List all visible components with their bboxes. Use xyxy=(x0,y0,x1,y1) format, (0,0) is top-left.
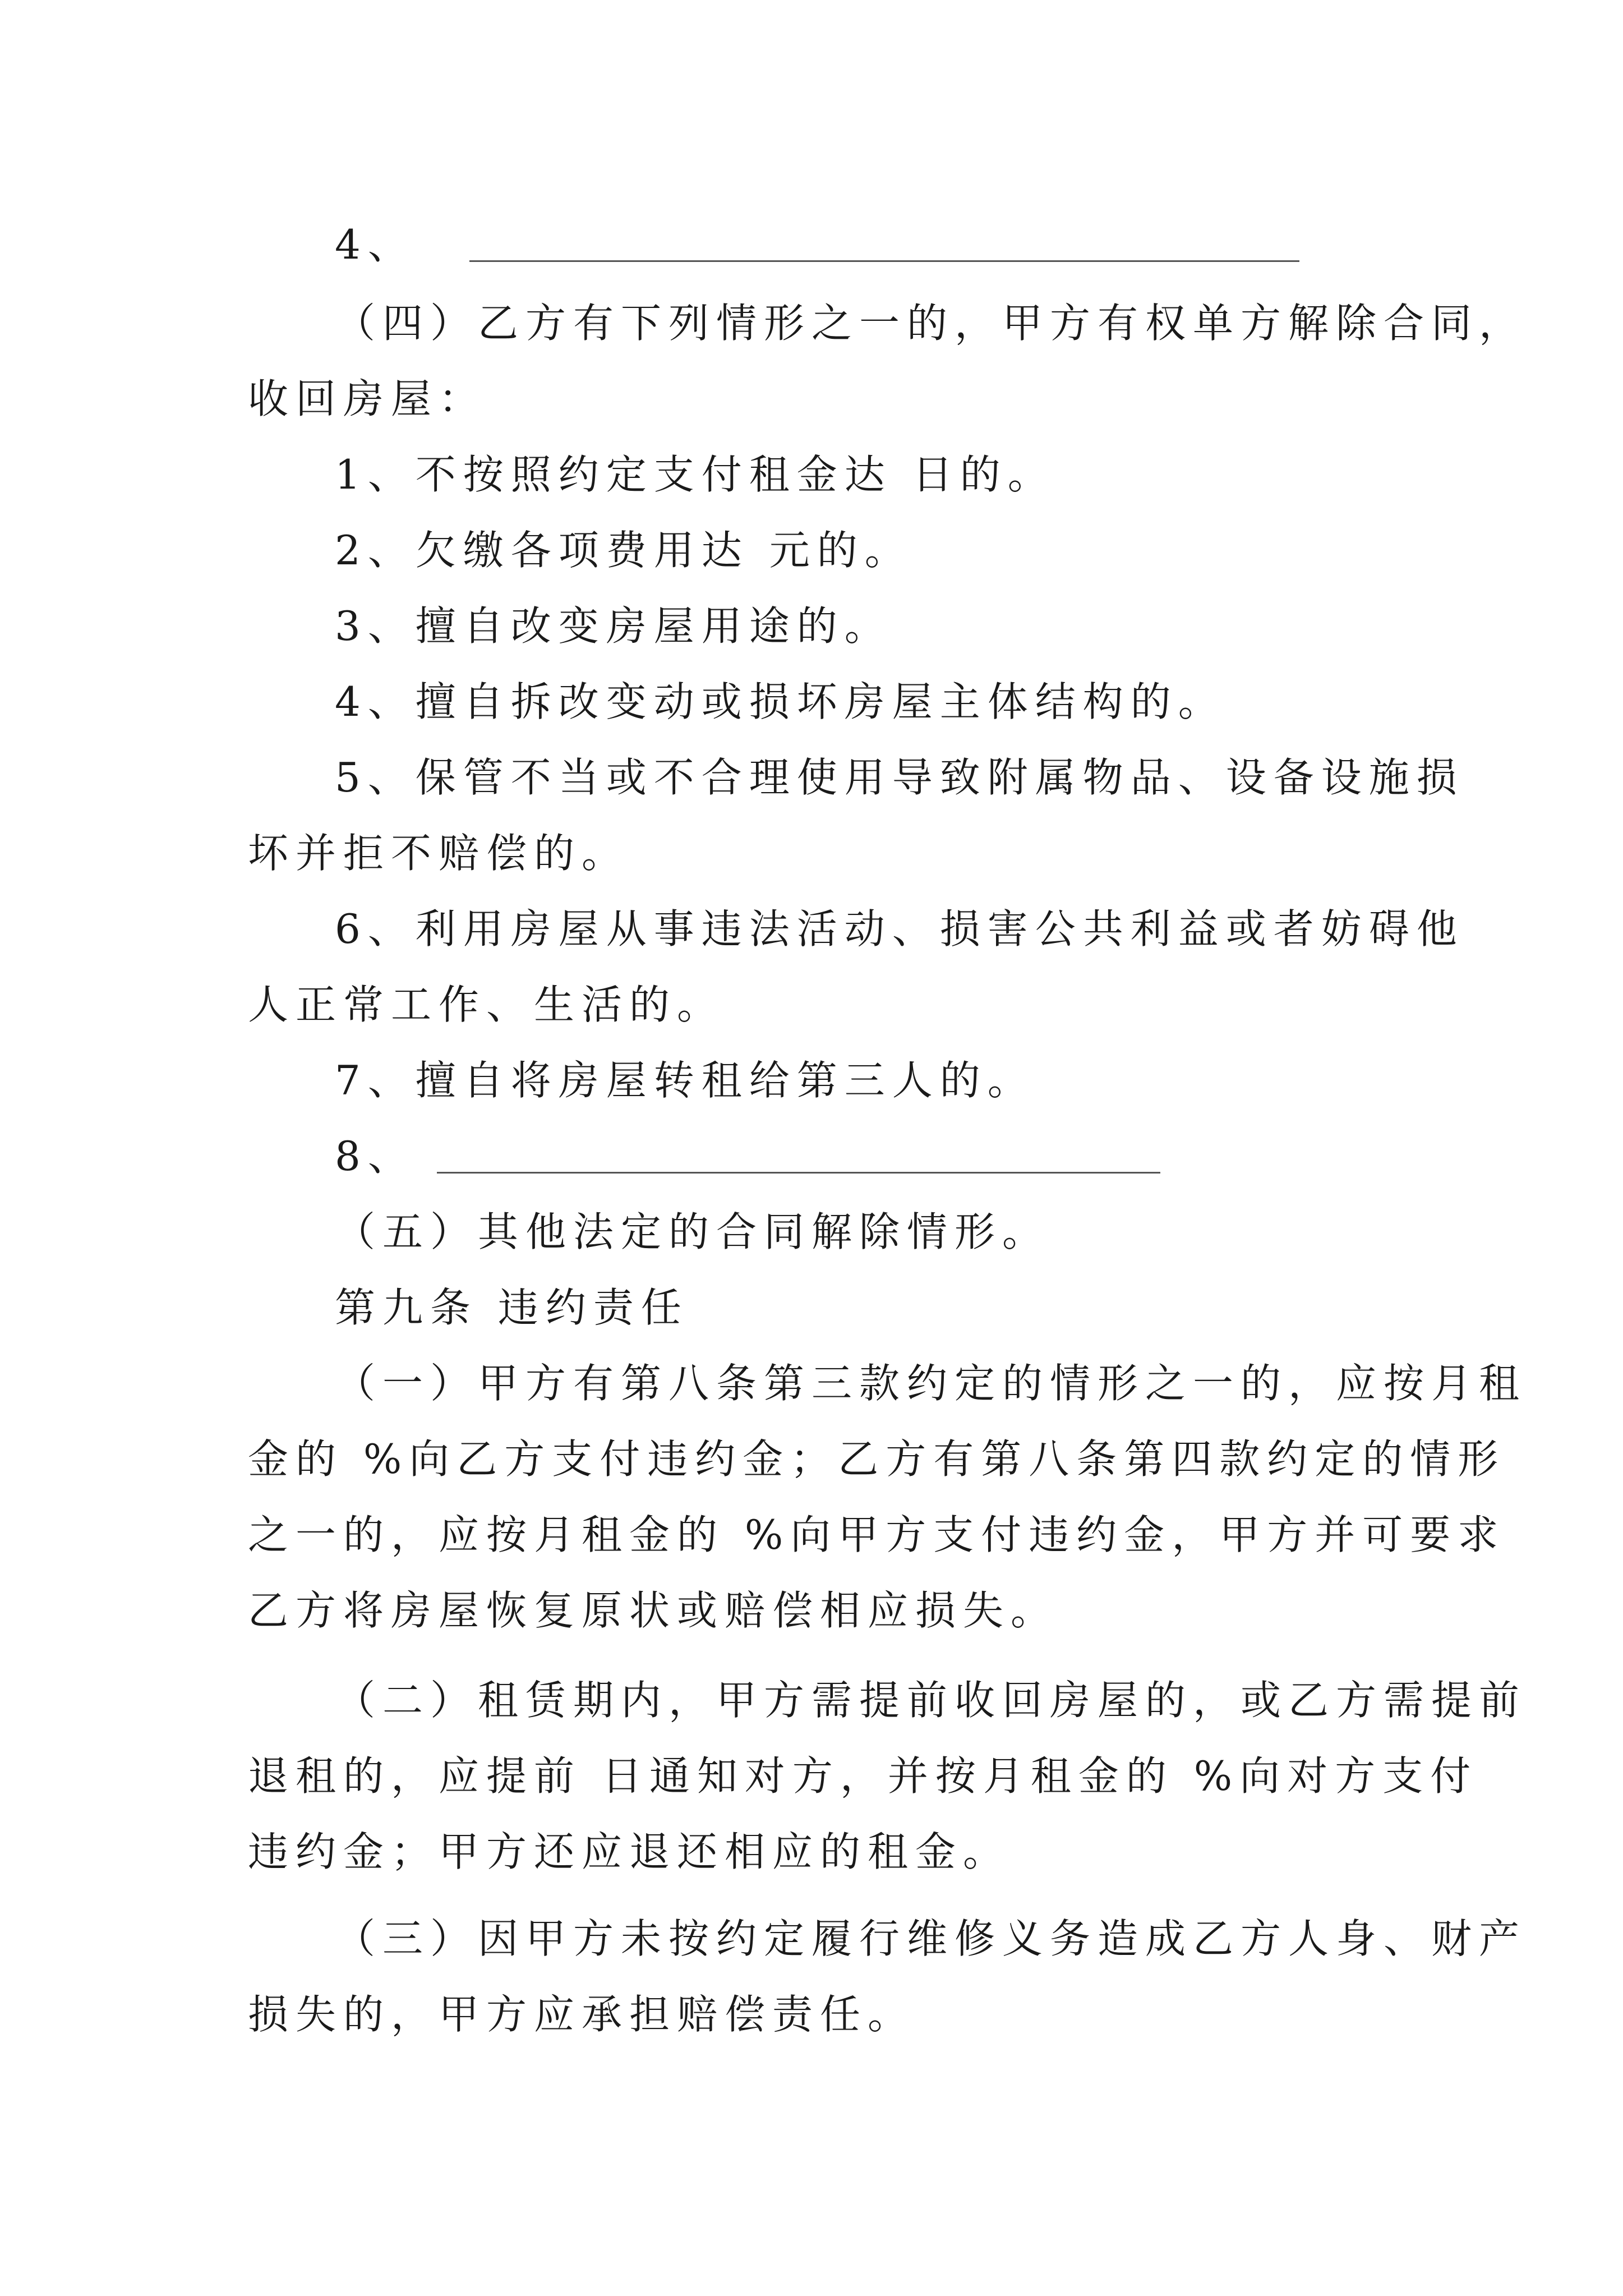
liability-paragraph-1-line-2: 金的 %向乙方支付违约金；乙方有第八条第四款约定的情形 xyxy=(248,1435,1506,1483)
termination-item-6-cont: 人正常工作、生活的。 xyxy=(248,981,725,1028)
liability-paragraph-1-line-4: 乙方将房屋恢复原状或赔偿相应损失。 xyxy=(248,1587,1059,1634)
liability-paragraph-1-line-3: 之一的，应按月租金的 %向甲方支付违约金，甲方并可要求 xyxy=(248,1511,1506,1558)
liability-paragraph-3: （三）因甲方未按约定履行维修义务造成乙方人身、财产 xyxy=(335,1915,1527,1962)
fill-in-blank-line xyxy=(469,260,1299,262)
termination-item-4: 4、擅自拆改变动或损坏房屋主体结构的。 xyxy=(335,678,1226,725)
liability-paragraph-2-line-3: 违约金；甲方还应退还相应的租金。 xyxy=(248,1828,1011,1875)
termination-item-1: 1、不按照约定支付租金达 日的。 xyxy=(335,451,1055,498)
termination-item-8-text: 8、 xyxy=(335,1133,416,1180)
termination-item-6: 6、利用房屋从事违法活动、损害公共利益或者妨碍他 xyxy=(335,905,1464,953)
termination-item-5: 5、保管不当或不合理使用导致附属物品、设备设施损 xyxy=(335,754,1464,801)
liability-paragraph-2-line-2: 退租的，应提前 日通知对方，并按月租金的 %向对方支付 xyxy=(248,1752,1478,1800)
clause-item-4 xyxy=(335,221,1299,268)
termination-item-2: 2、欠缴各项费用达 元的。 xyxy=(335,527,912,574)
termination-item-8 xyxy=(335,1133,1160,1180)
liability-paragraph-2: （二）租赁期内，甲方需提前收回房屋的，或乙方需提前 xyxy=(335,1677,1527,1724)
section-four-heading-cont: 收回房屋： xyxy=(248,375,487,422)
section-four-heading: （四）乙方有下列情形之一的，甲方有权单方解除合同， xyxy=(335,300,1527,347)
liability-paragraph-1: （一）甲方有第八条第三款约定的情形之一的，应按月租 xyxy=(335,1360,1527,1407)
termination-item-7: 7、擅自将房屋转租给第三人的。 xyxy=(335,1057,1035,1104)
termination-item-5-cont: 坏并拒不赔偿的。 xyxy=(248,830,630,877)
clause-item-4-text: 4、 xyxy=(335,221,416,268)
article-nine-title: 第九条 违约责任 xyxy=(335,1284,689,1331)
section-five-heading: （五）其他法定的合同解除情形。 xyxy=(335,1208,1050,1255)
liability-paragraph-3-line-2: 损失的，甲方应承担赔偿责任。 xyxy=(248,1991,916,2038)
fill-in-blank-line xyxy=(437,1172,1160,1174)
termination-item-3: 3、擅自改变房屋用途的。 xyxy=(335,602,892,650)
